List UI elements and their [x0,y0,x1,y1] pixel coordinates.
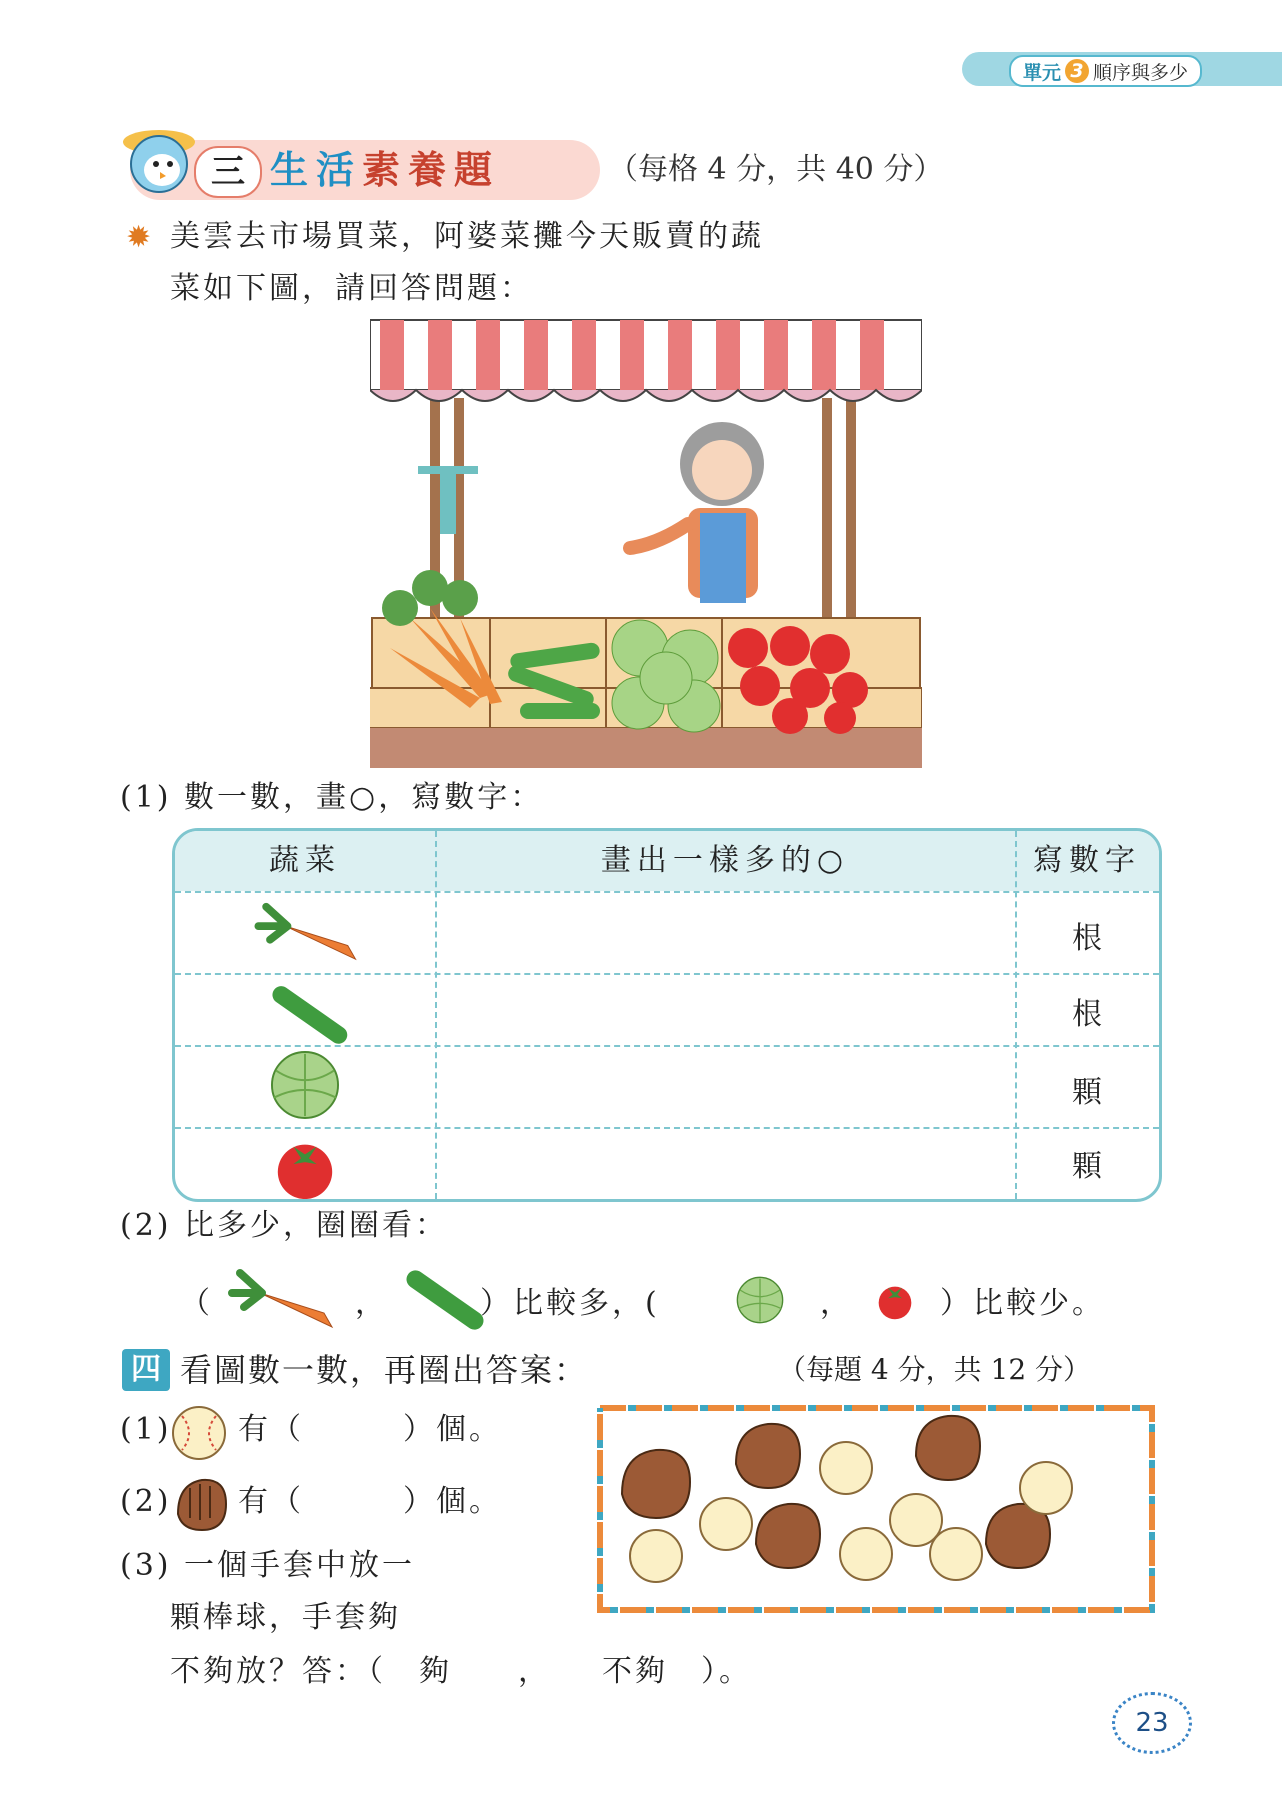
row-divider [175,891,1159,893]
q2-comma-1: ， [355,1286,388,1321]
section3-title [270,146,500,194]
maple-leaf-icon: ✹ [126,220,152,255]
q2-more-text: ）比較多，( [480,1286,660,1321]
stall-awning [370,320,922,401]
grandma-vendor [630,422,764,603]
q1-label: (1) 數一數，畫○，寫數字： [120,780,544,815]
row4-unit: 顆 [1072,1149,1102,1184]
carrot-icon [245,897,365,965]
s4-q1-text: 有（ ）個。 [238,1412,502,1447]
cabbage-icon [245,1051,365,1119]
q2-comma-2: ， [820,1286,853,1321]
section3-title-part1: 生活 [270,147,363,192]
baseball-glove-icon [170,1474,230,1534]
cabbage-icon[interactable] [720,1262,800,1338]
s4-q2-text: 有（ ）個。 [238,1484,502,1519]
tomato-icon [245,1133,365,1201]
section3-number: 三 [194,146,262,198]
intro-line-2: 菜如下圖，請回答問題： [170,271,533,306]
section4-title: 看圖數一數，再圈出答案： [180,1351,589,1389]
q2-compare-line [180,1258,1180,1348]
q2-open-paren: （ [180,1286,213,1321]
row-divider [175,973,1159,975]
s4-q2-prefix: (2) [120,1484,172,1519]
row1-unit: 根 [1072,921,1102,956]
q2-label: (2) 比多少，圈圈看： [120,1208,449,1243]
header-vegetable: 蔬菜 [269,843,341,878]
vegetable-count-table [172,828,1162,1202]
unit-title: 順序與多少 [1092,61,1188,84]
unit-header [1009,55,1202,87]
header-draw-circles: 畫出一樣多的○ [600,843,850,878]
tomato-icon[interactable] [860,1268,930,1332]
section3-title-part2: 素養題 [362,147,501,192]
row-divider [175,1127,1159,1129]
intro-line-1: 美雲去市場買菜，阿婆菜攤今天販賣的蔬 [170,219,764,254]
section4-number: 四 [122,1349,170,1391]
s4-q3-line3: 不夠放？答：（ 夠 ， 不夠 ）。 [170,1654,752,1689]
penguin-mascot-icon [116,120,202,206]
q2-less-text: ）比較少。 [940,1286,1105,1321]
row2-unit: 根 [1072,997,1102,1032]
page-number: 23 [1112,1692,1192,1754]
balls-and-gloves-frame [596,1404,1156,1614]
s4-q1-prefix: (1) [120,1412,172,1447]
section4-score: （每題 4 分，共 12 分） [778,1353,1092,1386]
header-write-number: 寫數字 [1033,843,1141,878]
carrot-icon[interactable] [220,1258,340,1338]
cucumber-icon [245,979,365,1047]
baseball-icon [170,1404,228,1462]
s4-q3-line2: 顆棒球，手套夠 [170,1600,401,1635]
s4-q3-line1: (3) 一個手套中放一 [120,1548,416,1583]
vegetable-stall-illustration [370,318,922,768]
unit-prefix: 單元 [1022,61,1061,84]
column-divider [435,831,437,1199]
row3-unit: 顆 [1072,1075,1102,1110]
section3-score: （每格 4 分，共 40 分） [608,152,944,187]
unit-number: 3 [1065,59,1089,83]
